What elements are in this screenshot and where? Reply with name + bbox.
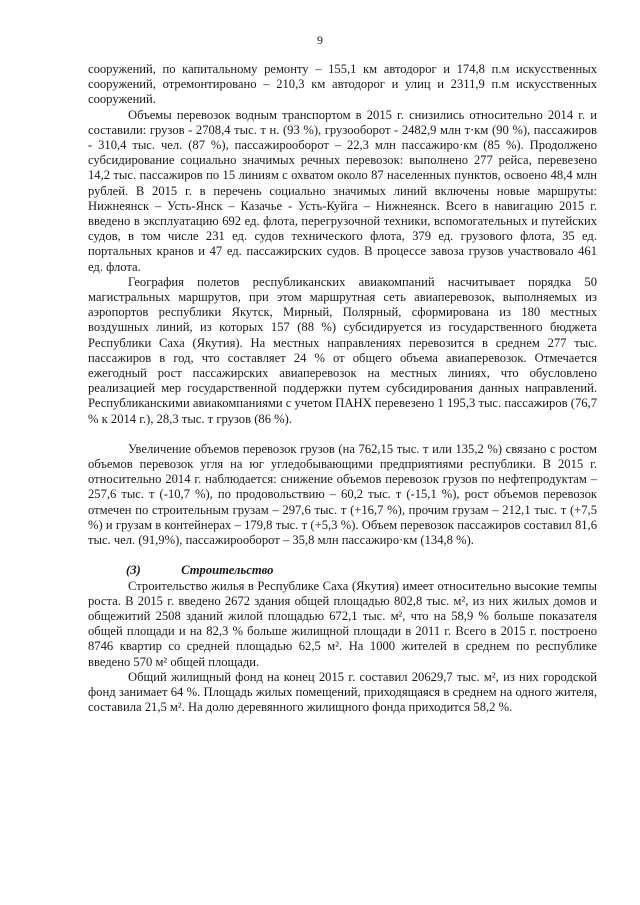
paragraph: Общий жилищный фонд на конец 2015 г. составил 20629,7 тыс. м², из них городской фонд занимает 64 %. Площадь жилых помещений, приходящаяся в среднем на одного жителя, составила 21,5 м². На долю деревянного жилищного фонда приходится 58,2 %. — [88, 669, 597, 715]
paragraph: Объемы перевозок водным транспортом в 2015 г. снизились относительно 2014 г. и составили: грузов - 2708,4 тыс. т н. (93 %), грузооборот - 2482,9 млн т·км (90 %), пассажиров - 310,4 тыс. чел. (87 %), пассажирооборот – 22,3 млн пассажиро·км (85 %). Продолжено субсидирование социально значимых речных перевозок: выполнено 277 рейса, перевезено 14,2 тыс. пассажиров по 15 линиям с охватом около 87 населенных пунктов, освоено 48,4 млн рублей. В 2015 г. в перечень социально значимых линий включены новые маршруты: Нижнеянск – Усть-Янск – Казачье - Усть-Куйга – Нижнеянск. Всего в навигацию 2015 г. введено в эксплуатацию 692 ед. флота, перегрузочной техники, вспомогательных и путейских судов, в том числе 231 ед. судов технического флота, 379 ед. грузового флота, 35 ед. портальных кранов и 47 ед. пассажирских судов. В процессе завоза грузов участвовало 461 ед. флота. — [88, 107, 597, 274]
paragraph: География полетов республиканских авиакомпаний насчитывает порядка 50 магистральных маршрутов, при этом маршрутная сеть авиаперевозок, выполняемых из аэропортов республики Якутск, Мирный, Полярный, сформирована из 180 местных воздушных линий, из которых 157 (88 %) субсидируется из государственного бюджета Республики Саха (Якутия). На местных направлениях перевозится в среднем 277 тыс. пассажиров в год, что составляет 24 % от общего объема авиаперевозок. Отмечается ежегодный рост пассажирских авиаперевозок на местных линиях, что обусловлено реализацией мер государственной поддержки путем субсидирования данных направлений. Республиканскими авиакомпаниями с учетом ПАНХ перевезено 1 195,3 тыс. пассажиров (76,7 % к 2014 г.), 28,3 тыс. т грузов (86 %). — [88, 274, 597, 426]
paragraph: Строительство жилья в Республике Саха (Якутия) имеет относительно высокие темпы роста. В 2015 г. введено 2672 здания общей площадью 802,8 тыс. м², из них жилых домов и общежитий 2508 зданий жилой площадью 672,1 тыс. м², что на 58,9 % больше показателя общей площади и на 82,3 % больше жилищной площади в 2011 г. Всего в 2015 г. построено 8746 квартир со средней площадью 62,5 м². На 1000 жителей в среднем по республике введено 570 м² общей площади. — [88, 578, 597, 669]
paragraph: сооружений, по капитальному ремонту – 155,1 км автодорог и 174,8 п.м искусственных сооружений, отремонтировано – 210,3 км автодорог и улиц и 2311,9 п.м искусственных сооружений. — [88, 62, 597, 107]
section-gap — [88, 548, 597, 563]
section-heading — [88, 563, 597, 578]
page-number: 9 — [317, 33, 323, 47]
paragraph: Увеличение объемов перевозок грузов (на 762,15 тыс. т или 135,2 %) связано с ростом объемов перевозок угля на юг угледобывающими предприятиями республики. В 2015 г. относительно 2014 г. наблюдается: снижение объемов перевозок грузов по нефтепродуктам – 257,6 тыс. т (-10,7 %), по продовольствию – 60,2 тыс. т (-15,1 %), рост объемов перевозок отмечен по строительным грузам – 297,6 тыс. т (+16,7 %), прочим грузам – 212,1 тыс. т (+7,5 %) и грузам в контейнерах – 179,8 тыс. т (+5,3 %). Объем перевозок пассажиров составил 81,6 тыс. чел. (91,9%), пассажирооборот – 35,8 млн пассажиро·км (134,8 %). — [88, 441, 597, 548]
page-content — [88, 62, 597, 715]
section-number: (3) — [126, 563, 141, 578]
paragraph-gap — [88, 427, 597, 442]
section-title: Строительство — [181, 563, 274, 578]
